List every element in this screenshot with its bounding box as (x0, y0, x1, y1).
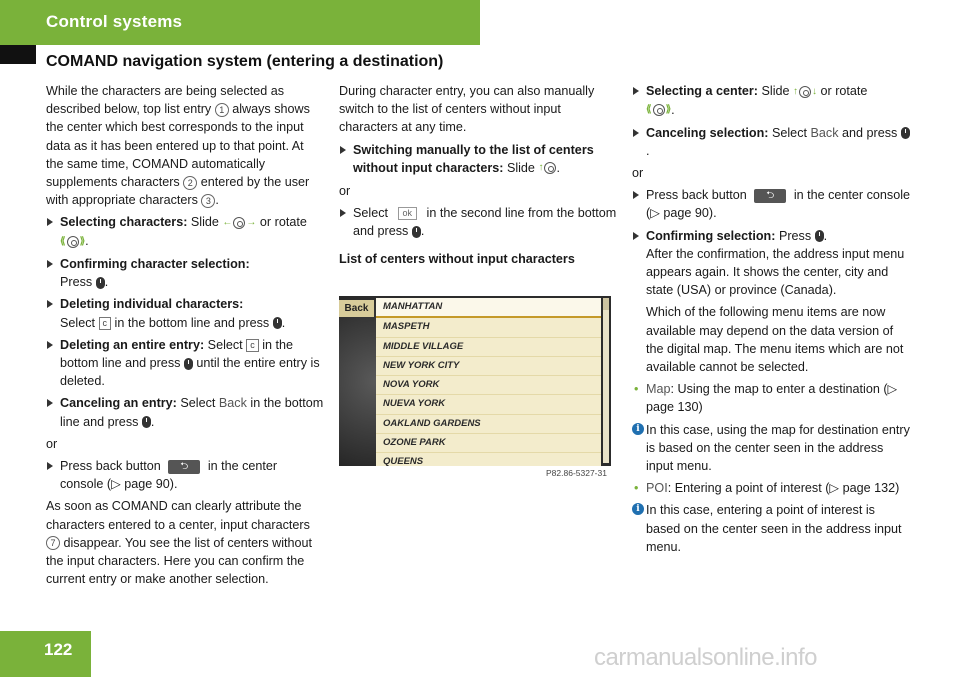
step-select-ok: Select ok in the second line from the bottom and press . (339, 204, 617, 240)
step-canceling-selection: Canceling selection: Select Back and press . (632, 124, 912, 160)
list-item[interactable]: NOVA YORK (376, 376, 601, 395)
callout-2: 2 (183, 176, 197, 190)
list-heading: List of centers without input characters (339, 252, 575, 267)
column-1 (46, 82, 324, 592)
step-deleting-entire: Deleting an entire entry: Select c in the bottom line and press until the entire entry is deleted. (46, 336, 324, 391)
step-back-button: Press back button ⮌ in the center console (▷ page 90). (46, 457, 324, 493)
list-item[interactable]: MANHATTAN (376, 298, 601, 318)
menu-item-poi: • POI: Entering a point of interest (▷ page 132) (632, 479, 912, 497)
or-text: or (632, 165, 644, 180)
list-item[interactable]: QUEENS (376, 453, 601, 466)
page-number: 122 (44, 640, 73, 659)
header-marker (0, 45, 36, 64)
press-icon (96, 277, 105, 289)
step-selecting-center: Selecting a center: Slide ↑ ↓ or rotate ⟪ ⟫ . (632, 82, 912, 120)
back-button-icon: ⮌ (754, 189, 786, 203)
list-item[interactable]: OZONE PARK (376, 434, 601, 453)
or-text: or (46, 436, 58, 451)
step-back-button: Press back button ⮌ in the center console (▷ page 90). (632, 186, 912, 222)
info-note-poi: i In this case, entering a point of interest is based on the center seen in the address input menu. (632, 501, 912, 556)
intro-paragraph: While the characters are being selected as described below, top list entry 1 always shows the center which best corresponds to the input data as it has been entered up to that point. At the same time, COMAND automatically supplements characters 2 entered by the user with appropriate characters 3 . (46, 84, 310, 208)
or-text: or (339, 183, 351, 198)
ok-key-icon: ok (398, 207, 418, 220)
center-list (376, 298, 601, 466)
rotate-icon: ⟪ ⟫ (60, 235, 86, 247)
press-icon (815, 230, 824, 242)
section-title: Control systems (46, 12, 183, 31)
closing-paragraph: As soon as COMAND can clearly attribute the characters entered to a center, input characters 7 disappear. You see the list of centers without the input characters. Here you can confirm the current entry or make another selection. (46, 499, 313, 587)
list-item[interactable]: NEW YORK CITY (376, 357, 601, 376)
slide-left-right-icon: ← → (222, 216, 257, 228)
rotate-icon: ⟪ ⟫ (646, 104, 672, 116)
press-icon (273, 317, 282, 329)
step-canceling-entry: Canceling an entry: Select Back in the bottom line and press . (46, 394, 324, 430)
col2-intro: During character entry, you can also manually switch to the list of centers without input characters at any time. (339, 84, 595, 135)
c-key-icon: c (99, 317, 112, 330)
press-icon (184, 358, 193, 370)
callout-3: 3 (201, 194, 215, 208)
step-confirming-character: Confirming character selection: Press . (46, 255, 324, 291)
list-item[interactable]: NUEVA YORK (376, 395, 601, 414)
scrollbar-thumb[interactable] (603, 298, 609, 310)
comand-screen (339, 296, 611, 466)
watermark: carmanualsonline.info (594, 644, 817, 671)
slide-up-icon: ↑ (538, 159, 556, 177)
press-icon (901, 127, 910, 139)
info-icon: i (632, 423, 644, 435)
press-icon (142, 416, 151, 428)
list-item[interactable]: MIDDLE VILLAGE (376, 338, 601, 357)
page-subtitle: COMAND navigation system (entering a destination) (46, 53, 444, 70)
callout-7: 7 (46, 536, 60, 550)
list-item[interactable]: MASPETH (376, 318, 601, 337)
screen-back-button[interactable]: Back (339, 300, 374, 317)
menu-item-map: • Map: Using the map to enter a destination (▷ page 130) (632, 380, 912, 416)
step-confirming-selection: Confirming selection: Press . After the confirmation, the address input menu appears again. It shows the center, city and state (USA) or province (Canada). Which of the following menu items are now available may depend on the data version of the digital map. The menu items which are not available cannot be selected. (632, 227, 912, 377)
press-icon (412, 226, 421, 238)
column-2 (339, 82, 617, 272)
back-button-icon: ⮌ (168, 460, 200, 474)
info-icon: i (632, 503, 644, 515)
c-key-icon: c (246, 339, 259, 352)
callout-1: 1 (215, 103, 229, 117)
scrollbar[interactable] (603, 298, 609, 463)
figure-caption: P82.86-5327-31 (546, 468, 607, 478)
column-3 (632, 82, 912, 560)
step-selecting-characters: Selecting characters: Slide ← → or rotate ⟪ ⟫ . (46, 213, 324, 251)
list-item[interactable]: OAKLAND GARDENS (376, 415, 601, 434)
step-switch-manually: Switching manually to the list of centers without input characters: Slide ↑ . (339, 141, 617, 178)
step-deleting-individual: Deleting individual characters: Select c in the bottom line and press . (46, 295, 324, 331)
slide-up-down-icon: ↑ ↓ (793, 85, 818, 97)
info-note-map: i In this case, using the map for destination entry is based on the center seen in the address input menu. (632, 421, 912, 476)
